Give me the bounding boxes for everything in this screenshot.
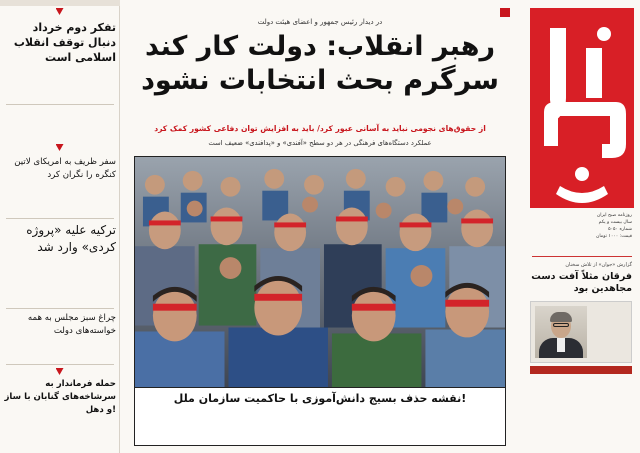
- left-story-1[interactable]: [4, 20, 116, 65]
- javan-logo-graphic: [530, 8, 634, 208]
- left-story-5[interactable]: [4, 378, 116, 417]
- story-title: حمله فرماندار به سرشاخه‌های گنابان با ساز و دهل!: [4, 379, 116, 415]
- portrait-photo: [535, 306, 587, 358]
- headline-line-2: سرگرم بحث انتخابات نشود: [141, 65, 499, 96]
- newspaper-logo[interactable]: [530, 8, 634, 208]
- main-column: [124, 0, 516, 453]
- section-tag: [500, 8, 510, 17]
- subheadline-red: از حقوق‌های نجومی نباید به آسانی عبور کرد/ باید به افزایش توان دفاعی کشور کمک کرد: [154, 124, 486, 133]
- headline-line-1: رهبر انقلاب: دولت کار کند: [145, 31, 495, 62]
- feature-body-line: [530, 378, 632, 385]
- photo-caption-title[interactable]: نقشه حذف بسیج دانش‌آموزی با حاکمیت سازمان ملل!: [173, 392, 467, 405]
- left-story-2[interactable]: [4, 156, 116, 182]
- left-story-3[interactable]: [4, 222, 116, 256]
- story-title: چراغ سبز مجلس به همه خواسته‌های دولت: [27, 313, 116, 336]
- subheadline: عملکرد دستگاه‌های فرهنگی در هر دو سطح «آفندی» و «پدافندی» ضعیف است: [208, 139, 432, 147]
- feature-photo-box: [530, 301, 632, 363]
- feature-caption-bar: [530, 366, 632, 374]
- separator: [6, 308, 114, 309]
- feature-title: فرقان مثلاً آفت دست مجاهدین بود: [531, 271, 632, 294]
- feature-kicker: گزارش «جوان» از تلاش سخنان: [565, 262, 632, 268]
- feature-body-line: [530, 392, 632, 399]
- masthead-info-line: قیمت: ۱۰۰۰ تومان: [596, 234, 632, 239]
- masthead-info: [532, 212, 632, 240]
- side-feature-story[interactable]: [530, 262, 632, 448]
- masthead-column: [522, 0, 640, 453]
- headline-kicker: در دیدار رئیس جمهور و اعضای هیئت دولت: [257, 18, 383, 26]
- feature-body: [530, 378, 632, 413]
- masthead-divider: [532, 256, 632, 257]
- masthead-info-line: شماره ۵۰۵۰: [608, 227, 632, 232]
- story-title: ترکیه علیه «پروژه کردی» وارد شد: [26, 223, 116, 254]
- feature-body-line: [530, 406, 632, 413]
- lead-photo[interactable]: [134, 156, 506, 388]
- masthead-info-line: سال بیست و یکم: [598, 220, 632, 225]
- left-top-strip: [0, 0, 120, 6]
- triangle-marker-icon: [56, 368, 64, 375]
- triangle-marker-icon: [56, 8, 64, 15]
- separator: [6, 218, 114, 219]
- main-headline[interactable]: [124, 30, 516, 98]
- triangle-marker-icon: [56, 144, 64, 151]
- feature-body-line: [530, 385, 632, 392]
- left-story-4[interactable]: [4, 312, 116, 338]
- left-news-column: [0, 0, 120, 453]
- story-title: تفکر دوم خرداد دنبال توقف انقلاب اسلامی است: [13, 21, 116, 64]
- separator: [6, 364, 114, 365]
- crowd-photo-illustration: [135, 157, 505, 387]
- separator: [6, 104, 114, 105]
- story-title: سفر ظریف به امریکای لاتین کنگره را نگران کرد: [14, 157, 116, 180]
- photo-caption-box: [134, 388, 506, 446]
- masthead-info-line: روزنامه صبح ایران: [596, 213, 632, 218]
- feature-body-line: [530, 399, 632, 406]
